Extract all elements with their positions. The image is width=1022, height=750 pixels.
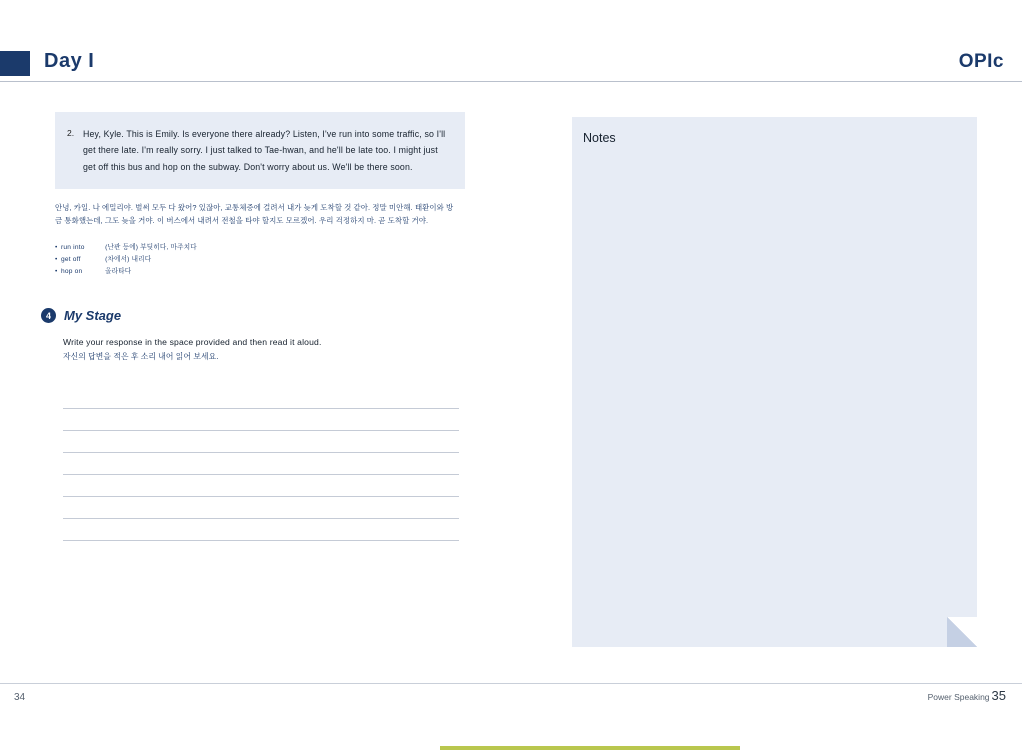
answer-line[interactable]	[63, 387, 459, 409]
instruction-korean: 자신의 답변을 적은 후 소리 내어 읽어 보세요.	[63, 351, 219, 361]
page-title: Day I	[44, 50, 95, 72]
vocabulary-list	[55, 242, 465, 279]
answer-line[interactable]	[63, 475, 459, 497]
stage-instructions	[63, 335, 465, 363]
notes-panel[interactable]	[572, 117, 977, 647]
stage-heading	[45, 308, 465, 324]
vocabulary-term: get off	[61, 255, 81, 263]
bottom-bar-accent-segment	[440, 746, 740, 750]
page-number-left: 34	[14, 692, 26, 703]
dialog-number: 2.	[67, 128, 75, 138]
bullet-icon: •	[55, 268, 58, 276]
vocabulary-meaning: 올라타다	[105, 268, 132, 276]
dialog-text: Hey, Kyle. This is Emily. Is everyone there already? Listen, I've run into some traffic, so I'll get there late. I'm really sorry. I just talked to Tae-hwan, and he'll be late too. I might just get off this bus and hop on the subway. Don't worry about us. We'll be there soon.	[83, 129, 446, 172]
footer-divider	[0, 683, 1022, 684]
bottom-bar-segment	[740, 746, 1022, 750]
answer-writing-area[interactable]	[63, 387, 459, 541]
footer-brand: Power Speaking	[927, 692, 990, 702]
notes-label: Notes	[583, 131, 616, 145]
vocabulary-item	[55, 242, 465, 254]
header-accent-block	[0, 51, 30, 76]
header-divider	[0, 81, 1022, 82]
brand-title: OPIc	[958, 51, 1004, 72]
vocabulary-meaning: (난관 등에) 부딪히다, 마주치다	[105, 243, 197, 251]
dialog-row	[67, 126, 451, 175]
answer-line[interactable]	[63, 497, 459, 519]
bottom-bar-segment	[0, 746, 440, 750]
vocabulary-term: hop on	[61, 268, 83, 276]
answer-line[interactable]	[63, 519, 459, 541]
dialog-box	[55, 112, 465, 189]
vocabulary-term: run into	[61, 243, 85, 251]
stage-number-badge: 4	[41, 308, 56, 323]
instruction-english: Write your response in the space provided and then read it aloud.	[63, 337, 322, 348]
page-fold-corner-icon	[947, 617, 977, 647]
bottom-color-bar	[0, 746, 1022, 750]
dialog-translation: 안녕, 카일. 나 에밀리야. 벌써 모두 다 왔어? 있잖아, 교통체증에 걸려서 내가 늦게 도착할 것 같아. 정말 미안해. 태환이와 방금 통화했는데, 그도 늦을 거야. 이 버스에서 내려서 전철을 타야 할지도 모르겠어. 우리 걱정하지 마. 곧 도착할 거야.	[55, 202, 454, 225]
answer-line[interactable]	[63, 409, 459, 431]
bullet-icon: •	[55, 243, 58, 251]
vocabulary-item	[55, 266, 465, 278]
left-content-column	[45, 112, 465, 541]
page-header	[0, 48, 1022, 82]
answer-line[interactable]	[63, 453, 459, 475]
vocabulary-item	[55, 254, 465, 266]
vocabulary-meaning: (차에서) 내리다	[105, 255, 152, 263]
stage-title: My Stage	[64, 308, 122, 324]
bullet-icon: •	[55, 255, 58, 263]
page-number-value: 35	[991, 688, 1006, 703]
answer-line[interactable]	[63, 431, 459, 453]
page-number-right	[928, 688, 1006, 703]
